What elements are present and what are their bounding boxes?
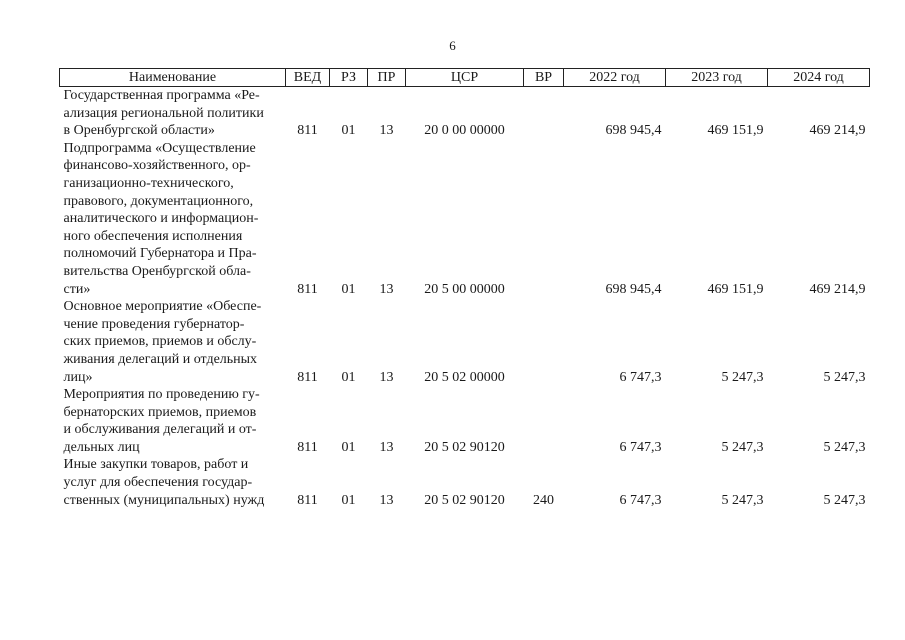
- row-value-2022: 6 747,3: [619, 369, 662, 385]
- header-2022: 2022 год: [564, 69, 666, 87]
- header-vr: ВР: [524, 69, 564, 87]
- row-pr: 13: [379, 492, 394, 508]
- header-2023: 2023 год: [666, 69, 768, 87]
- header-row: [60, 69, 870, 87]
- row-value-2022: 6 747,3: [619, 439, 662, 455]
- row-name-line: Иные закупки товаров, работ и: [63, 457, 249, 473]
- row-value-2024: 5 247,3: [823, 492, 866, 508]
- row-name: [60, 386, 286, 456]
- row-rz: 01: [341, 369, 356, 385]
- row-vr: 240: [533, 492, 554, 508]
- row-value-2023: 5 247,3: [721, 439, 764, 455]
- row-pr: 13: [379, 123, 394, 139]
- header-csr: ЦСР: [406, 69, 524, 87]
- row-vr: [524, 386, 564, 456]
- row-ved: 811: [297, 439, 318, 455]
- row-value-2023: 469 151,9: [707, 123, 764, 139]
- row-value-2024: 5 247,3: [823, 369, 866, 385]
- row-name: [60, 298, 286, 386]
- row-name-line: дельных лиц: [63, 439, 140, 455]
- row-value-2024: 5 247,3: [823, 439, 866, 455]
- row-name-line: услуг для обеспечения государ-: [63, 475, 253, 491]
- row-name-line: Подпрограмма «Осуществление: [63, 140, 256, 156]
- row-name-line: правового, документационного,: [63, 193, 254, 209]
- table-row: [60, 87, 870, 140]
- row-name: [60, 87, 286, 140]
- row-ved: 811: [297, 492, 318, 508]
- row-name-line: в Оренбургской области»: [63, 123, 215, 139]
- row-ved: 811: [297, 123, 318, 139]
- table-row: [60, 386, 870, 456]
- row-name-line: ализация региональной политики: [63, 105, 264, 121]
- row-name-line: Мероприятия по проведению гу-: [63, 387, 260, 403]
- row-value-2022: 698 945,4: [605, 123, 662, 139]
- row-name-line: живания делегаций и отдельных: [63, 351, 258, 367]
- row-name-line: ских приемов, приемов и обслу-: [63, 334, 257, 350]
- row-name-line: чение проведения губернатор-: [63, 316, 245, 332]
- header-ved: ВЕД: [286, 69, 330, 87]
- row-csr: 20 0 00 00000: [424, 123, 505, 139]
- row-csr: 20 5 02 90120: [424, 439, 505, 455]
- row-value-2023: 5 247,3: [721, 492, 764, 508]
- row-name: [60, 140, 286, 298]
- row-vr: [524, 140, 564, 298]
- row-rz: 01: [341, 492, 356, 508]
- table-row: [60, 140, 870, 298]
- row-name-line: ганизационно-технического,: [63, 175, 234, 191]
- header-2024: 2024 год: [768, 69, 870, 87]
- row-name-line: сти»: [63, 281, 91, 297]
- table-row: [60, 298, 870, 386]
- row-value-2024: 469 214,9: [809, 281, 866, 297]
- row-name-line: и обслуживания делегаций и от-: [63, 422, 257, 438]
- header-rz: РЗ: [330, 69, 368, 87]
- row-name-line: Государственная программа «Ре-: [63, 88, 260, 103]
- row-name-line: вительства Оренбургской обла-: [63, 263, 251, 279]
- row-ved: 811: [297, 369, 318, 385]
- row-pr: 13: [379, 369, 394, 385]
- row-vr: [524, 87, 564, 140]
- row-pr: 13: [379, 439, 394, 455]
- row-name: [60, 456, 286, 509]
- budget-table: [59, 68, 870, 509]
- row-value-2022: 698 945,4: [605, 281, 662, 297]
- row-csr: 20 5 02 00000: [424, 369, 505, 385]
- header-pr: ПР: [368, 69, 406, 87]
- row-pr: 13: [379, 281, 394, 297]
- table-row: [60, 456, 870, 509]
- row-rz: 01: [341, 281, 356, 297]
- row-csr: 20 5 02 90120: [424, 492, 505, 508]
- page-number: 6: [449, 38, 456, 53]
- row-name-line: бернаторских приемов, приемов: [63, 404, 257, 420]
- row-name-line: финансово-хозяйственного, ор-: [63, 158, 251, 174]
- row-name-line: лиц»: [63, 369, 93, 385]
- table-header: [60, 69, 870, 87]
- header-name: Наименование: [60, 69, 286, 87]
- row-ved: 811: [297, 281, 318, 297]
- row-value-2024: 469 214,9: [809, 123, 866, 139]
- row-name-line: ственных (муниципальных) нужд: [63, 492, 265, 508]
- row-value-2023: 5 247,3: [721, 369, 764, 385]
- row-value-2023: 469 151,9: [707, 281, 764, 297]
- table-body: [60, 87, 870, 510]
- row-vr: [524, 298, 564, 386]
- row-csr: 20 5 00 00000: [424, 281, 505, 297]
- row-rz: 01: [341, 123, 356, 139]
- row-rz: 01: [341, 439, 356, 455]
- row-name-line: полномочий Губернатора и Пра-: [63, 246, 257, 262]
- row-name-line: Основное мероприятие «Обеспе-: [63, 299, 262, 315]
- row-name-line: ного обеспечения исполнения: [63, 228, 243, 244]
- row-value-2022: 6 747,3: [619, 492, 662, 508]
- row-name-line: аналитического и информацион-: [63, 211, 259, 227]
